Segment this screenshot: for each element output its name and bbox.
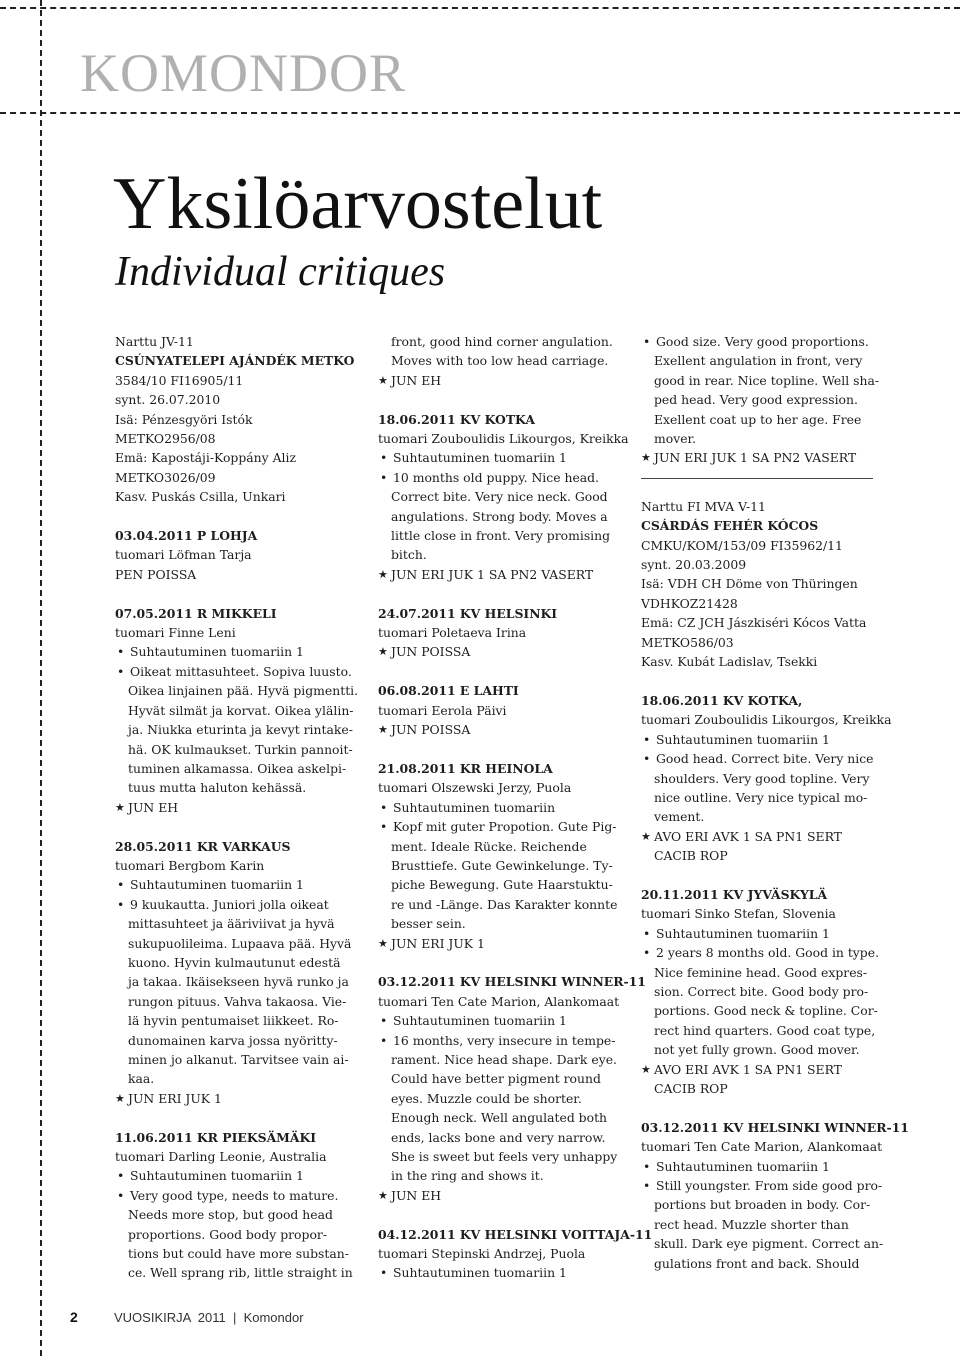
text-line: Narttu JV-11 <box>115 334 194 349</box>
continuation-line: Oikea linjainen pää. Hyvä pigmentti. <box>128 683 359 699</box>
page-subtitle: Individual critiques <box>115 249 446 295</box>
text-line: Narttu FI MVA V-11 <box>641 498 766 514</box>
bullet-item: • Suhtautuminen tuomariin 1 <box>115 642 377 661</box>
footer-text: VUOSIKIRJA 2011 | Komondor <box>114 1310 304 1325</box>
result-line: ★ JUN ERI JUK 1 <box>378 934 640 953</box>
spacer <box>378 390 640 409</box>
continuation-line: Hyvät silmät ja korvat. Oikea ylälin- <box>128 702 354 718</box>
text-line: tuomari Zouboulidis Likourgos, Kreikka <box>641 712 892 728</box>
spacer <box>641 1098 903 1117</box>
continuation-line: angulations. Strong body. Moves a <box>391 508 608 524</box>
continuation-line: kuono. Hyvin kulmautunut edestä <box>128 954 341 970</box>
continuation-line: portions but broaden in body. Cor- <box>654 1197 871 1213</box>
text-line: synt. 20.03.2009 <box>641 557 747 573</box>
text-line: Isä: Pénzesgyöri Istók <box>115 411 253 427</box>
continuation-line: tuus mutta haluton kehässä. <box>128 780 307 796</box>
continuation-line: mover. <box>654 431 697 447</box>
page-title: Yksilöarvostelut <box>113 163 603 245</box>
continuation-line: Could have better pigment round <box>391 1071 601 1087</box>
result-line: ★ JUN POISSA <box>378 720 640 739</box>
text-line: CMKU/KOM/153/09 FI35962/11 <box>641 537 843 553</box>
continuation-line: ment. Ideale Rücke. Reichende <box>391 838 587 854</box>
continuation-line: tuminen alkamassa. Oikea askelpi- <box>128 760 347 776</box>
heading-line: 18.06.2011 KV KOTKA, <box>641 692 803 708</box>
heading-line: 11.06.2011 KR PIEKSÄMÄKI <box>115 1129 317 1145</box>
continuation-line: sukupuolileima. Lupaava pää. Hyvä <box>128 935 352 951</box>
result-line: ★ JUN EH <box>378 1186 640 1205</box>
text-column-2 <box>378 332 653 1283</box>
left-dashed-border <box>40 0 42 1356</box>
bullet-item: • Oikeat mittasuhteet. Sopiva luusto. <box>115 662 377 681</box>
continuation-line: not yet fully grown. Good mover. <box>654 1042 860 1058</box>
heading-line: 03.12.2011 KV HELSINKI WINNER-11 <box>378 974 646 990</box>
continuation-line: Needs more stop, but good head <box>128 1207 333 1223</box>
text-line: synt. 26.07.2010 <box>115 392 221 408</box>
heading-line: 24.07.2011 KV HELSINKI <box>378 605 558 621</box>
continuation-line: Enough neck. Well angulated both <box>391 1110 608 1126</box>
spacer <box>378 953 640 972</box>
bullet-item: • 2 years 8 months old. Good in type. <box>641 943 903 962</box>
heading-line: 04.12.2011 KV HELSINKI VOITTAJA-11 <box>378 1226 653 1242</box>
text-line: METKO3026/09 <box>115 469 216 485</box>
continuation-line: in the ring and shows it. <box>391 1168 544 1184</box>
bullet-item: • Good size. Very good proportions. <box>641 332 903 351</box>
bullet-item: • Suhtautuminen tuomariin 1 <box>641 924 903 943</box>
continuation-line: nice outline. Very nice typical mo- <box>654 789 868 805</box>
result-line: ★ JUN POISSA <box>378 642 640 661</box>
top-dashed-border <box>0 7 960 9</box>
continuation-line: CACIB ROP <box>654 848 728 864</box>
text-line: tuomari Olszewski Jerzy, Puola <box>378 780 572 796</box>
continuation-line: Correct bite. Very nice neck. Good <box>391 489 608 505</box>
heading-line: 07.05.2011 R MIKKELI <box>115 605 277 621</box>
heading-line: CSÁRDÁS FEHÉR KÓCOS <box>641 518 819 534</box>
spacer <box>115 507 377 526</box>
result-line: ★ JUN ERI JUK 1 SA PN2 VASERT <box>378 565 640 584</box>
text-line: tuomari Finne Leni <box>115 625 236 641</box>
heading-line: 06.08.2011 E LAHTI <box>378 683 519 699</box>
text-line: tuomari Ten Cate Marion, Alankomaat <box>641 1139 883 1155</box>
continuation-line: proportions. Good body propor- <box>128 1226 328 1242</box>
text-line: METKO2956/08 <box>115 431 216 447</box>
heading-line: 21.08.2011 KR HEINOLA <box>378 760 553 776</box>
heading-line: CSÚNYATELEPI AJÁNDÉK METKO <box>115 353 355 369</box>
text-line: METKO586/03 <box>641 634 734 650</box>
heading-line: 18.06.2011 KV KOTKA <box>378 411 535 427</box>
text-line: tuomari Stepinski Andrzej, Puola <box>378 1246 586 1261</box>
continuation-line: ce. Well sprang rib, little straight in <box>128 1265 353 1281</box>
continuation-line: gulations front and back. Should <box>654 1255 860 1271</box>
text-line: tuomari Poletaeva Irina <box>378 625 527 641</box>
result-line: ★ JUN EH <box>378 371 640 390</box>
continuation-line: piche Bewegung. Gute Haarstuktu- <box>391 877 613 893</box>
bullet-item: • Suhtautuminen tuomariin <box>378 798 640 817</box>
continuation-line: vement. <box>654 809 705 825</box>
bullet-item: • 10 months old puppy. Nice head. <box>378 468 640 487</box>
continuation-line: front, good hind corner angulation. <box>391 334 613 349</box>
continuation-line: CACIB ROP <box>654 1081 728 1096</box>
continuation-line: good in rear. Nice topline. Well sha- <box>654 372 880 388</box>
bullet-item: • 16 months, very insecure in tempe- <box>378 1031 640 1050</box>
continuation-line: hä. OK kulmaukset. Turkin pannoit- <box>128 741 353 757</box>
continuation-line: re und -Länge. Das Karakter konnte <box>391 896 618 912</box>
text-line: VDHKOZ21428 <box>641 595 738 611</box>
heading-line: 03.12.2011 KV HELSINKI WINNER-11 <box>641 1119 909 1135</box>
continuation-line: Exellent coat up to her age. Free <box>654 411 862 427</box>
continuation-line: skull. Dark eye pigment. Correct an- <box>654 1236 884 1252</box>
continuation-line: Moves with too low head carriage. <box>391 353 609 369</box>
continuation-line: ja takaa. Ikäisekseen hyvä runko ja <box>128 974 349 990</box>
bullet-item: • Suhtautuminen tuomariin 1 <box>641 1157 903 1176</box>
continuation-line: minen jo alkanut. Tarvitsee vain ai- <box>128 1051 349 1067</box>
text-line: Kasv. Puskás Csilla, Unkari <box>115 489 286 505</box>
spacer <box>378 739 640 758</box>
text-line: Emä: CZ JCH Jászkiséri Kócos Vatta <box>641 615 867 631</box>
text-column-1 <box>115 332 377 1283</box>
bullet-item: • Still youngster. From side good pro- <box>641 1176 903 1195</box>
text-column-3 <box>641 332 909 1273</box>
heading-line: 28.05.2011 KR VARKAUS <box>115 838 291 854</box>
bullet-item: • Very good type, needs to mature. <box>115 1186 377 1205</box>
text-line: Emä: Kapostáji-Koppány Aliz <box>115 450 297 466</box>
spacer <box>378 662 640 681</box>
text-line: PEN POISSA <box>115 566 197 582</box>
spacer <box>378 584 640 603</box>
text-line: tuomari Ten Cate Marion, Alankomaat <box>378 993 620 1009</box>
text-line: tuomari Darling Leonie, Australia <box>115 1149 327 1164</box>
continuation-line: rament. Nice head shape. Dark eye. <box>391 1051 617 1067</box>
text-line: Kasv. Kubát Ladislav, Tsekki <box>641 654 818 670</box>
bullet-item: • Good head. Correct bite. Very nice <box>641 749 903 768</box>
bullet-item: • Suhtautuminen tuomariin 1 <box>378 448 640 467</box>
result-line: ★ AVO ERI AVK 1 SA PN1 SERT <box>641 1060 903 1079</box>
continuation-line: rect hind quarters. Good coat type, <box>654 1022 876 1038</box>
continuation-line: She is sweet but feels very unhappy <box>391 1148 618 1164</box>
continuation-line: Exellent angulation in front, very <box>654 353 863 369</box>
result-line: ★ AVO ERI AVK 1 SA PN1 SERT <box>641 827 903 846</box>
spacer <box>115 817 377 836</box>
continuation-line: besser sein. <box>391 916 466 932</box>
text-line: tuomari Zouboulidis Likourgos, Kreikka <box>378 431 629 447</box>
spacer <box>378 1205 640 1224</box>
heading-line: 03.04.2011 P LOHJA <box>115 528 258 544</box>
continuation-line: tions but could have more substan- <box>128 1246 349 1262</box>
spacer <box>115 1108 377 1127</box>
breed-heading: KOMONDOR <box>80 43 407 103</box>
bullet-item: • Suhtautuminen tuomariin 1 <box>378 1263 640 1282</box>
text-line: Isä: VDH CH Döme von Thüringen <box>641 576 858 592</box>
result-line: ★ JUN EH <box>115 798 377 817</box>
result-line: ★ JUN ERI JUK 1 SA PN2 VASERT <box>641 448 903 467</box>
bullet-item: • 9 kuukautta. Juniori jolla oikeat <box>115 895 377 914</box>
continuation-line: mittasuhteet ja ääriviivat ja hyvä <box>128 916 335 932</box>
continuation-line: Nice feminine head. Good expres- <box>654 964 868 980</box>
page-number: 2 <box>70 1309 78 1325</box>
continuation-line: portions. Good neck & topline. Cor- <box>654 1003 878 1019</box>
header-dashed-divider <box>0 112 960 114</box>
bullet-item: • Suhtautuminen tuomariin 1 <box>378 1011 640 1030</box>
text-line: 3584/10 FI16905/11 <box>115 372 244 388</box>
text-line: tuomari Eerola Päivi <box>378 702 507 718</box>
heading-line: 20.11.2011 KV JYVÄSKYLÄ <box>641 886 828 902</box>
continuation-line: rungon pituus. Vahva takaosa. Vie- <box>128 993 347 1009</box>
text-line: tuomari Bergbom Karin <box>115 857 265 873</box>
continuation-line: ja. Niukka eturinta ja kevyt rintake- <box>128 722 353 738</box>
continuation-line: lä hyvin pentumaiset liikkeet. Ro- <box>128 1013 339 1029</box>
continuation-line: little close in front. Very promising <box>391 528 611 544</box>
bullet-item: • Suhtautuminen tuomariin 1 <box>115 875 377 894</box>
continuation-line: ped head. Very good expression. <box>654 392 858 408</box>
section-rule <box>641 478 873 479</box>
continuation-line: shoulders. Very good topline. Very <box>654 770 870 786</box>
continuation-line: ends, lacks bone and very narrow. <box>391 1129 606 1145</box>
continuation-line: dunomainen karva jossa nyöritty- <box>128 1032 338 1048</box>
spacer <box>641 672 903 691</box>
text-line: tuomari Löfman Tarja <box>115 547 252 563</box>
continuation-line: sion. Correct bite. Good body pro- <box>654 983 869 999</box>
bullet-item: • Kopf mit guter Propotion. Gute Pig- <box>378 817 640 836</box>
continuation-line: rect head. Muzzle shorter than <box>654 1216 849 1232</box>
continuation-line: Brusttiefe. Gute Gewinkelunge. Ty- <box>391 857 613 873</box>
continuation-line: eyes. Muzzle could be shorter. <box>391 1090 582 1106</box>
text-line: tuomari Sinko Stefan, Slovenia <box>641 906 836 922</box>
bullet-item: • Suhtautuminen tuomariin 1 <box>641 730 903 749</box>
spacer <box>115 584 377 603</box>
spacer <box>641 866 903 885</box>
result-line: ★ JUN ERI JUK 1 <box>115 1089 377 1108</box>
bullet-item: • Suhtautuminen tuomariin 1 <box>115 1166 377 1185</box>
continuation-line: bitch. <box>391 547 427 563</box>
continuation-line: kaa. <box>128 1071 155 1087</box>
